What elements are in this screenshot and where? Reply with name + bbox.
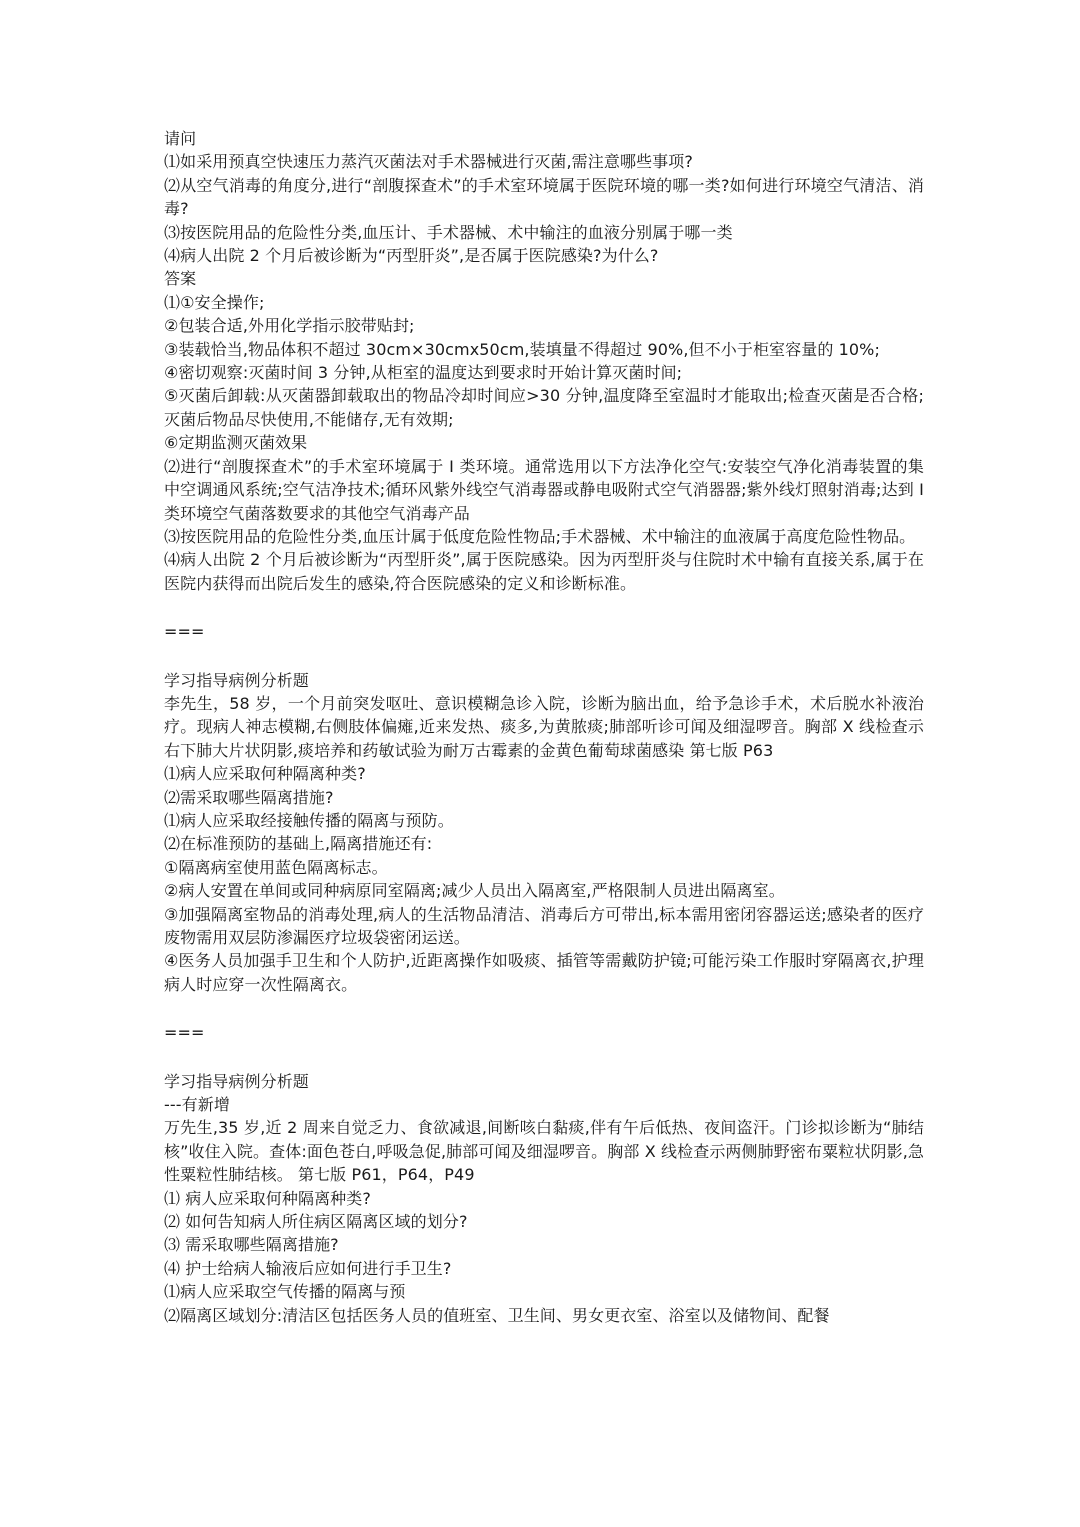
text-line: ⑴如采用预真空快速压力蒸汽灭菌法对手术器械进行灭菌,需注意哪些事项?: [164, 152, 693, 172]
text-line: ③加强隔离室物品的消毒处理,病人的生活物品清洁、消毒后方可带出,标本需用密闭容器运送;感染者的医疗废物需用双层防渗漏医疗垃圾袋密闭运送。: [164, 904, 924, 947]
text-line: ⑵从空气消毒的角度分,进行“剖腹探查术”的手术室环境属于医院环境的哪一类?如何进行环境空气清洁、消毒?: [164, 175, 924, 219]
text-line: 请问: [164, 129, 197, 148]
text-line: ⑴ 病人应采取何种隔离种类?: [164, 1188, 371, 1208]
text-line: ⑥定期监测灭菌效果: [164, 433, 308, 453]
text-line: ⑵进行“剖腹探查术”的手术室环境属于 I 类环境。通常选用以下方法净化空气:安装空气净化消毒装置的集中空调通风系统;空气洁净技术;循环风紫外线空气消毒器或静电吸附式空气消器器;紫外线灯照射消毒;达到 I 类环境空气菌落数要求的其他空气消毒产品: [164, 456, 924, 523]
case-study-section: [164, 669, 924, 997]
text-line: ⑶ 需采取哪些隔离措施?: [164, 1235, 339, 1255]
text-line: ⑵隔离区域划分:清洁区包括医务人员的值班室、卫生间、男女更衣室、浴室以及储物间、配餐: [164, 1305, 830, 1325]
text-line: ②病人安置在单间或同种病原同室隔离;减少人员出入隔离室,严格限制人员进出隔离室。: [164, 881, 785, 901]
text-line: ⑶按医院用品的危险性分类,血压计、手术器械、术中输注的血液分别属于哪一类: [164, 222, 733, 242]
text-line: 李先生，58 岁，一个月前突发呕吐、意识模糊急诊入院，诊断为脑出血，给予急诊手术，术后脱水补液治疗。现病人神志模糊,右侧肢体偏瘫,近来发热、痰多,为黄脓痰;肺部听诊可闻及细湿啰音。胸部 X 线检查示右下肺大片状阴影,痰培养和药敏试验为耐万古霉素的金黄色葡萄球菌感染 第七版 P63: [164, 693, 924, 760]
text-line: ②包装合适,外用化学指示胶带贴封;: [164, 316, 415, 336]
text-line: ④密切观察:灭菌时间 3 分钟,从柜室的温度达到要求时开始计算灭菌时间;: [164, 363, 683, 383]
document-page: [164, 127, 924, 1327]
text-line: ③装载恰当,物品体积不超过 30cm×30cmx50cm,装填量不得超过 90%,但不小于柜室容量的 10%;: [164, 339, 880, 359]
text-line: ⑷病人出院 2 个月后被诊断为“丙型肝炎”,是否属于医院感染?为什么?: [164, 246, 659, 266]
section-heading: 学习指导病例分析题: [164, 1071, 309, 1091]
text-line: ⑴病人应采取经接触传播的隔离与预防。: [164, 810, 454, 830]
case-study-section: [164, 1070, 924, 1327]
section-separator: ===: [164, 1023, 205, 1043]
text-line: ⑷ 护士给病人输液后应如何进行手卫生?: [164, 1258, 452, 1278]
text-line: ⑶按医院用品的危险性分类,血压计属于低度危险性物品;手术器械、术中输注的血液属于高度危险性物品。: [164, 526, 916, 546]
text-line: ---有新增: [164, 1095, 230, 1114]
text-line: ⑴①安全操作;: [164, 292, 265, 312]
text-line: ⑴病人应采取空气传播的隔离与预: [164, 1282, 406, 1302]
section-separator: ===: [164, 622, 205, 642]
text-line: 答案: [164, 269, 197, 289]
text-line: ④医务人员加强手卫生和个人防护,近距离操作如吸痰、插管等需戴防护镜;可能污染工作服时穿隔离衣,护理病人时应穿一次性隔离衣。: [164, 951, 924, 994]
text-line: ⑵ 如何告知病人所住病区隔离区域的划分?: [164, 1212, 468, 1232]
section-heading: 学习指导病例分析题: [164, 670, 309, 690]
text-line: ⑵需采取哪些隔离措施?: [164, 787, 334, 807]
text-line: ⑤灭菌后卸载:从灭菌器卸载取出的物品冷却时间应>30 分钟,温度降至室温时才能取出;检查灭菌是否合格;灭菌后物品尽快使用,不能储存,无有效期;: [164, 386, 924, 429]
answer-section: [164, 127, 924, 595]
text-line: ⑷病人出院 2 个月后被诊断为“丙型肝炎”,属于医院感染。因为丙型肝炎与住院时术中输有直接关系,属于在医院内获得而出院后发生的感染,符合医院感染的定义和诊断标准。: [164, 550, 924, 593]
text-line: ⑵在标准预防的基础上,隔离措施还有:: [164, 834, 433, 854]
text-line: ⑴病人应采取何种隔离种类?: [164, 764, 366, 784]
text-line: 万先生,35 岁,近 2 周来自觉乏力、食欲减退,间断咳白黏痰,伴有午后低热、夜间盗汗。门诊拟诊断为“肺结核”收住入院。查体:面色苍白,呼吸急促,肺部可闻及细湿啰音。胸部 X 线检查示两侧肺野密布粟粒状阴影,急性粟粒性肺结核。 第七版 P61，P64，P49: [164, 1118, 924, 1185]
text-line: ①隔离病室使用蓝色隔离标志。: [164, 857, 388, 877]
